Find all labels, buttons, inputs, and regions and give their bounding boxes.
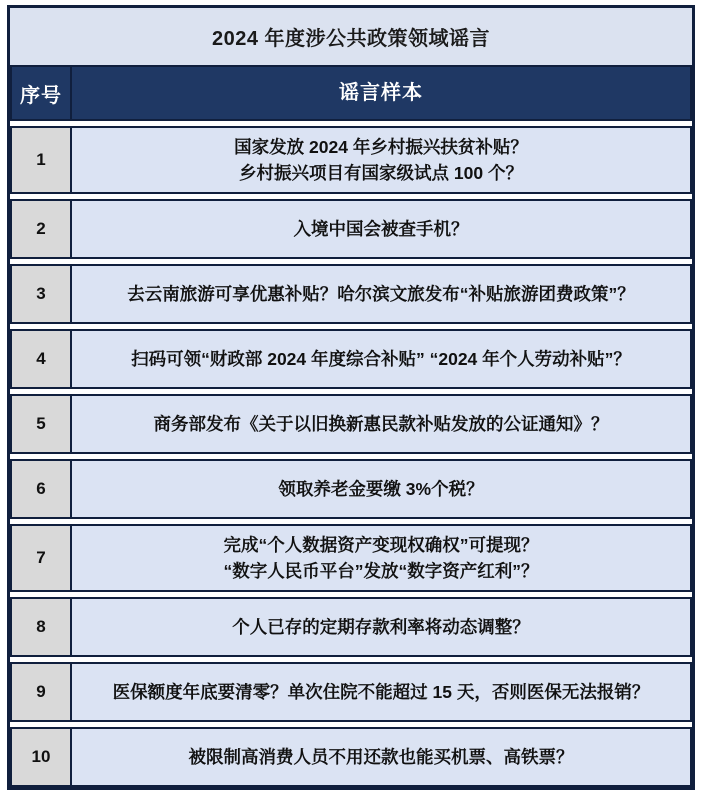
row-number: 5	[12, 396, 72, 452]
rumor-line: 扫码可领“财政部 2024 年度综合补贴” “2024 年个人劳动补贴”？	[131, 349, 631, 369]
table-row	[10, 727, 692, 787]
table-row	[10, 597, 692, 657]
rumor-text	[72, 664, 690, 720]
rumor-line: 完成“个人数据资产变现权确权”可提现？	[223, 535, 539, 555]
row-number: 6	[12, 461, 72, 517]
rumor-line: 去云南旅游可享优惠补贴？哈尔滨文旅发布“补贴旅游团费政策”？	[127, 284, 635, 304]
rumor-line: “数字人民币平台”发放“数字资产红利”？	[223, 561, 539, 581]
rumor-text	[72, 461, 690, 517]
column-header-rumor-sample: 谣言样本	[72, 67, 690, 119]
rumor-line: 领取养老金要缴 3%个税？	[278, 479, 484, 499]
table-row	[10, 394, 692, 454]
column-header-index: 序号	[12, 67, 72, 119]
row-number: 10	[12, 729, 72, 785]
row-number: 8	[12, 599, 72, 655]
row-number: 1	[12, 128, 72, 192]
row-number: 4	[12, 331, 72, 387]
table-header-row	[10, 65, 692, 121]
table-row	[10, 126, 692, 194]
rumor-line: 乡村振兴项目有国家级试点 100 个？	[239, 163, 523, 183]
rumor-text	[72, 729, 690, 785]
rumor-line: 入境中国会被查手机？	[293, 219, 469, 239]
rumor-line: 国家发放 2024 年乡村振兴扶贫补贴？	[234, 137, 528, 157]
rumor-text	[72, 266, 690, 322]
row-number: 9	[12, 664, 72, 720]
rumor-text	[72, 599, 690, 655]
table-row	[10, 662, 692, 722]
table-row	[10, 459, 692, 519]
row-number: 2	[12, 201, 72, 257]
rumor-text	[72, 526, 690, 590]
rumor-line: 个人已存的定期存款利率将动态调整？	[232, 617, 530, 637]
row-number: 7	[12, 526, 72, 590]
row-number: 3	[12, 266, 72, 322]
rumor-line: 商务部发布《关于以旧换新惠民款补贴发放的公证通知》？	[153, 414, 609, 434]
rumor-text	[72, 201, 690, 257]
table-row	[10, 329, 692, 389]
table-row	[10, 199, 692, 259]
rumor-line: 医保额度年底要清零？单次住院不能超过 15 天，否则医保无法报销？	[112, 682, 650, 702]
table-title: 2024 年度涉公共政策领域谣言	[10, 8, 692, 65]
rumor-text	[72, 128, 690, 192]
table-row	[10, 524, 692, 592]
rumor-text	[72, 396, 690, 452]
table-row	[10, 264, 692, 324]
rumor-table	[7, 5, 695, 790]
rumor-line: 被限制高消费人员不用还款也能买机票、高铁票？	[188, 747, 574, 767]
rumor-text	[72, 331, 690, 387]
